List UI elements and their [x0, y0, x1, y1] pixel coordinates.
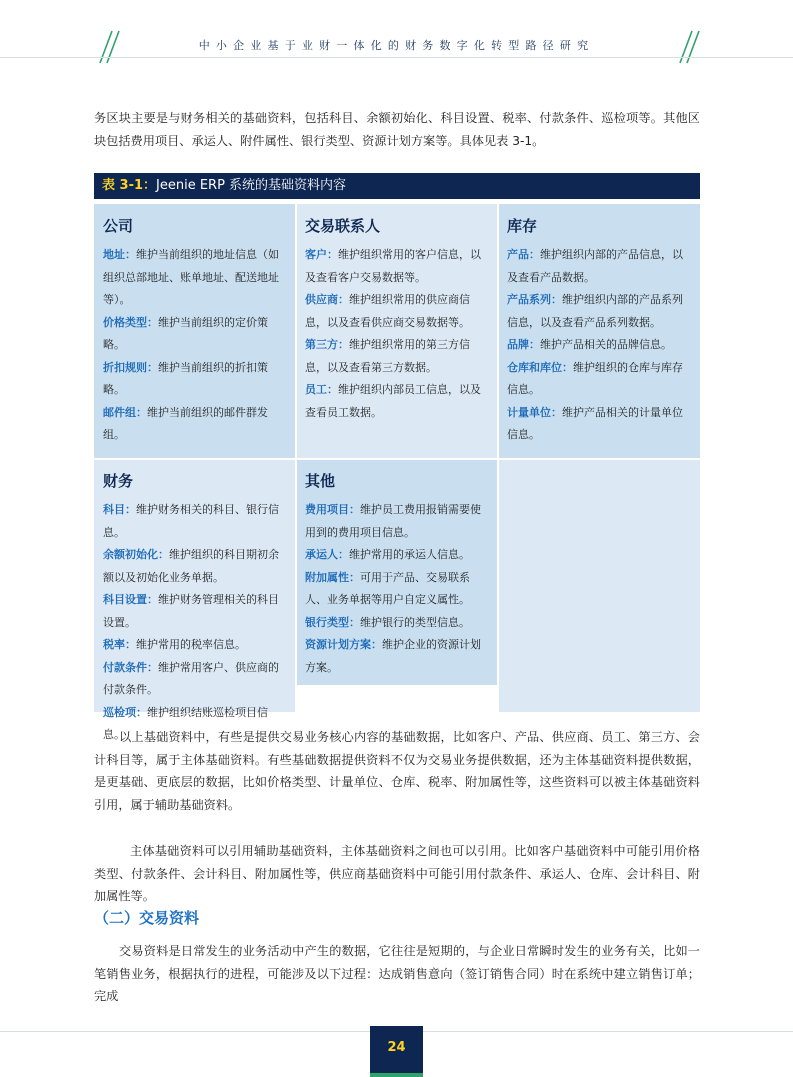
entry-key: 计量单位：	[507, 405, 562, 419]
entry-key: 资源计划方案：	[305, 638, 382, 651]
entry-key: 银行类型：	[305, 615, 360, 629]
entry-key: 折扣规则：	[103, 360, 158, 374]
table-caption-text: Jeenie ERP 系统的基础资料内容	[156, 178, 347, 193]
entry-text: 维护当前组织的邮件群发组。	[103, 405, 268, 441]
cell-entry	[103, 544, 287, 589]
header-divider	[0, 57, 793, 58]
entry-text: 维护银行的类型信息。	[360, 615, 470, 629]
body-paragraph-1: 务区块主要是与财务相关的基础资料，包括科目、余额初始化、科目设置、税率、付款条件、巡检项等。其他区块包括费用项目、承运人、附件属性、银行类型、资源计划方案等。具体见表 3-1。	[94, 111, 700, 148]
entry-key: 仓库和库位：	[507, 360, 573, 374]
entry-key: 科目：	[103, 503, 136, 516]
header-left-slash-icon	[92, 29, 132, 65]
entry-text: 维护组织常用的供应商信息，以及查看供应商交易数据等。	[305, 293, 470, 329]
body-paragraph-3: 主体基础资料可以引用辅助基础资料，主体基础资料之间也可以引用。比如客户基础资料中可能引用价格类型、付款条件、会计科目、附加属性等，供应商基础资料中可能引用付款条件、承运人、仓库、会计科目、附加属性等。	[94, 844, 700, 903]
entry-key: 费用项目：	[305, 503, 360, 516]
entry-text: 维护组织内部的产品系列信息，以及查看产品系列数据。	[507, 293, 683, 329]
entry-key: 价格类型：	[103, 315, 158, 329]
cell-entry	[305, 544, 489, 567]
cell-entry	[103, 244, 287, 312]
cell-title: 交易联系人	[305, 217, 381, 235]
cell-entry	[305, 567, 489, 612]
table-cell-company	[94, 204, 296, 459]
entry-key: 科目设置：	[103, 593, 158, 606]
cell-entry	[103, 357, 287, 402]
header-right-slash-icon	[672, 29, 712, 65]
cell-title: 库存	[507, 217, 538, 235]
cell-entry	[305, 334, 489, 379]
entry-key: 员工：	[305, 383, 338, 396]
entry-text: 维护产品相关的计量单位信息。	[507, 405, 683, 441]
table-divider-horizontal	[94, 458, 700, 460]
entry-text: 维护产品相关的品牌信息。	[540, 338, 672, 351]
cell-entry	[103, 499, 287, 544]
cell-entry	[305, 379, 489, 424]
cell-title: 其他	[305, 472, 336, 490]
entry-text: 维护组织常用的第三方信息，以及查看第三方数据。	[305, 338, 470, 374]
cell-entry	[305, 612, 489, 635]
entry-text: 维护员工费用报销需要使用到的费用项目信息。	[305, 503, 481, 539]
entry-text: 维护组织结账巡检项目信息。	[103, 705, 268, 741]
page-number: 24	[370, 1026, 423, 1077]
entry-text: 维护财务相关的科目、银行信息。	[103, 503, 279, 539]
cell-entry	[103, 634, 287, 657]
cell-entry	[507, 244, 691, 289]
cell-entry	[103, 589, 287, 634]
cell-entry	[507, 289, 691, 334]
section-heading: （二）交易资料	[94, 909, 200, 927]
table-caption-number: 表 3-1：	[102, 178, 157, 193]
entry-text: 维护当前组织的折扣策略。	[103, 360, 268, 396]
cell-entry	[305, 244, 489, 289]
entry-key: 产品系列：	[507, 293, 562, 306]
entry-text: 维护当前组织的地址信息（如组织总部地址、账单地址、配送地址等）。	[103, 248, 279, 306]
entry-text: 维护组织常用的客户信息，以及查看客户交易数据等。	[305, 248, 481, 284]
entry-key: 产品：	[507, 248, 540, 261]
entry-text: 维护企业的资源计划方案。	[305, 638, 481, 674]
table-cell-finance	[94, 459, 296, 741]
entry-key: 供应商：	[305, 293, 349, 306]
body-paragraph-4: 交易资料是日常发生的业务活动中产生的数据，它往往是短期的，与企业日常瞬时发生的业务有关，比如一笔销售业务，根据执行的进程，可能涉及以下过程：达成销售意向（签订销售合同）时在系统中建立销售订单；完成	[94, 944, 700, 1003]
entry-key: 余额初始化：	[103, 548, 169, 561]
entry-text: 可用于产品、交易联系人、业务单据等用户自定义属性。	[305, 570, 470, 606]
cell-entry	[507, 334, 691, 357]
table-cell-inventory	[498, 204, 700, 459]
cell-entry	[507, 357, 691, 402]
cell-entry	[103, 312, 287, 357]
entry-key: 客户：	[305, 248, 338, 261]
entry-text: 维护当前组织的定价策略。	[103, 315, 268, 351]
entry-text: 维护组织的科目期初余额以及初始化业务单据。	[103, 548, 279, 584]
body-paragraph-2: 以上基础资料中，有些是提供交易业务核心内容的基础数据，比如客户、产品、供应商、员工、第三方、会计科目等，属于主体基础资料。有些基础数据提供资料不仅为交易业务提供数据，还为主体基础资料提供数据，是更基础、更底层的数据，比如价格类型、计量单位、仓库、税率、附加属性等，这些资料可以被主体基础资料引用，属于辅助基础资料。	[94, 730, 700, 812]
cell-title: 公司	[103, 217, 134, 235]
cell-title: 财务	[103, 472, 134, 490]
cell-entry	[305, 634, 489, 679]
table-cell-empty	[498, 459, 700, 712]
cell-entry	[305, 499, 489, 544]
entry-key: 付款条件：	[103, 660, 158, 674]
table-caption	[94, 173, 700, 199]
entry-key: 品牌：	[507, 338, 540, 351]
entry-key: 税率：	[103, 638, 136, 651]
entry-key: 承运人：	[305, 548, 349, 561]
cell-entry	[305, 289, 489, 334]
entry-key: 地址：	[103, 248, 136, 261]
entry-text: 维护组织的仓库与库存信息。	[507, 360, 683, 396]
entry-text: 维护组织内部的产品信息，以及查看产品数据。	[507, 248, 683, 284]
entry-key: 第三方：	[305, 338, 349, 351]
entry-text: 维护常用的承运人信息。	[349, 548, 470, 561]
cell-entry	[103, 402, 287, 447]
entry-text: 维护财务管理相关的科目设置。	[103, 593, 279, 629]
entry-text: 维护常用的税率信息。	[136, 638, 246, 651]
entry-key: 邮件组：	[103, 405, 147, 419]
entry-key: 附加属性：	[305, 570, 360, 584]
table-cell-trade-contacts	[296, 204, 498, 459]
cell-entry	[103, 657, 287, 702]
entry-text: 维护组织内部员工信息，以及查看员工数据。	[305, 383, 481, 419]
base-data-table	[94, 204, 700, 741]
table-cell-other	[296, 459, 498, 685]
cell-entry	[507, 402, 691, 447]
entry-text: 维护常用客户、供应商的付款条件。	[103, 660, 279, 696]
entry-key: 巡检项：	[103, 705, 147, 719]
running-header-title: 中小企业基于业财一体化的财务数字化转型路径研究	[198, 39, 595, 52]
